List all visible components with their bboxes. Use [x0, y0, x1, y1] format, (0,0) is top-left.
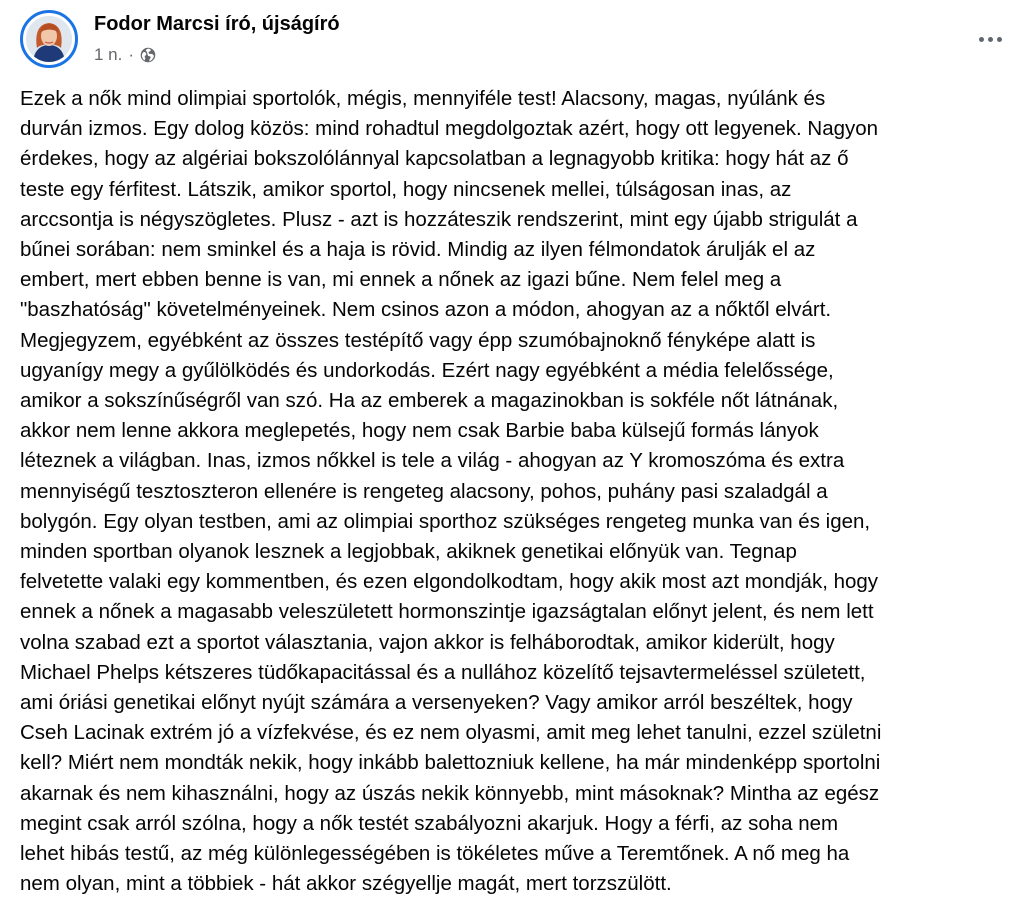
post-text-line: kell? Miért nem mondták nekik, hogy inkább balettozniuk kellene, ha már mindenképp sportolni [20, 751, 881, 775]
post-text-line: Megjegyzem, egyébként az összes testépítő vagy épp szumóbajnoknő fényképe alatt is [20, 328, 816, 352]
post-text-line: ami óriási genetikai előnyt nyújt számára a versenyeken? Vagy amikor arról beszéltek, hogy [20, 691, 853, 715]
post-text-line: "baszhatóság" követelményeinek. Nem csinos azon a módon, ahogyan az a nőktől elvárt. [20, 298, 832, 322]
post-text-line: Ezek a nők mind olimpiai sportolók, mégis, mennyiféle test! Alacsony, magas, nyúlánk és [20, 87, 826, 110]
post-text-line: akkor nem lenne akkora meglepetés, hogy nem csak Barbie baba külsejű formás lányok [20, 419, 819, 443]
more-options-icon[interactable] [970, 24, 1010, 54]
post-text-line: durván izmos. Egy dolog közös: mind rohadtul megdolgoztak azért, hogy ott legyenek. Nagyon [20, 117, 879, 141]
post-meta [94, 44, 156, 66]
post-text-line: amikor a sokszínűségről van szó. Ha az emberek a magazinokban is sokféle nőt látnának, [20, 389, 839, 413]
avatar-photo [26, 16, 72, 62]
post-text-line: megint csak arról szólna, hogy a nők testét szabályozni akarjuk. Hogy a férfi, az soha nem [20, 811, 839, 835]
globe-icon[interactable] [140, 47, 156, 63]
post-text-line: érdekes, hogy az algériai bokszolólánnyal kapcsolatban a legnagyobb kritika: hogy hát az ő [20, 147, 849, 171]
post-text-line: bűnei sorában: nem sminkel és a haja is rövid. Mindig az ilyen félmondatok árulják el az [20, 238, 816, 262]
avatar[interactable] [20, 10, 78, 68]
post-text-line: teste egy férfitest. Látszik, amikor sportol, hogy nincsenek mellei, túlságosan inas, az [20, 177, 792, 201]
post-text-line: Cseh Lacinak extrém jó a vízfekvése, és ez nem olyasmi, amit meg lehet tanulni, ezzel születni [20, 721, 882, 745]
post-text-line: Michael Phelps kétszeres tüdőkapacitással és a nullához közelítő tejsavtermeléssel született, [20, 660, 866, 684]
post-text-line: arccsontja is négyszögletes. Plusz - azt is hozzáteszik rendszerint, mint egy újabb strigulát a [20, 207, 858, 231]
post-timestamp[interactable]: 1 n. [94, 45, 123, 64]
post-text-line: mennyiségű tesztoszteron ellenére is rengeteg alacsony, pohos, puhány pasi szaladgál a [20, 479, 828, 503]
post-text-line: embert, mert ebben benne is van, mi ennek a nőnek az igazi bűne. Nem felel meg a [20, 268, 782, 292]
meta-separator: · [128, 45, 135, 64]
post-body-text [20, 84, 1010, 899]
post-text-line: bolygón. Egy olyan testben, ami az olimpiai sporthoz szükséges rengeteg munka van és igen, [20, 509, 871, 533]
more-dot [988, 37, 993, 42]
more-dot [979, 37, 984, 42]
post-text-line: ugyanígy megy a gyűlölködés és undorkodás. Ezért nagy egyébként a média felelőssége, [20, 358, 834, 382]
post-text-line: volna szabad ezt a sportot választania, vajon akkor is felháborodtak, amikor kiderült, hogy [20, 630, 835, 654]
post-text-line: akarnak és nem kihasználni, hogy az úszás nekik könnyebb, mint másoknak? Mintha az egész [20, 781, 880, 805]
author-name[interactable]: Fodor Marcsi író, újságíró [94, 13, 340, 35]
profile-photo-icon [26, 16, 72, 62]
post-text-line: minden sportban olyanok lesznek a legjobbak, akiknek genetikai előnyük van. Tegnap [20, 540, 797, 564]
post-header [20, 6, 1010, 70]
post-text-line: léteznek a világban. Inas, izmos nőkkel is tele a világ - ahogyan az Y kromoszóma és extra [20, 449, 845, 473]
post-text-line: nem olyan, mint a többiek - hát akkor szégyellje magát, mert torzszülött. [20, 872, 672, 896]
more-dot [997, 37, 1002, 42]
post-text-line: ennek a nőnek a magasabb veleszületett hormonszintje igazságtalan előnyt jelent, és nem lett [20, 600, 874, 624]
post-text-line: lehet hibás testű, az még különlegességében is tökéletes műve a Teremtőnek. A nő meg ha [20, 842, 850, 866]
post-text-line: felvetette valaki egy kommentben, és ezen elgondolkodtam, hogy akik most azt mondják, hogy [20, 570, 879, 594]
